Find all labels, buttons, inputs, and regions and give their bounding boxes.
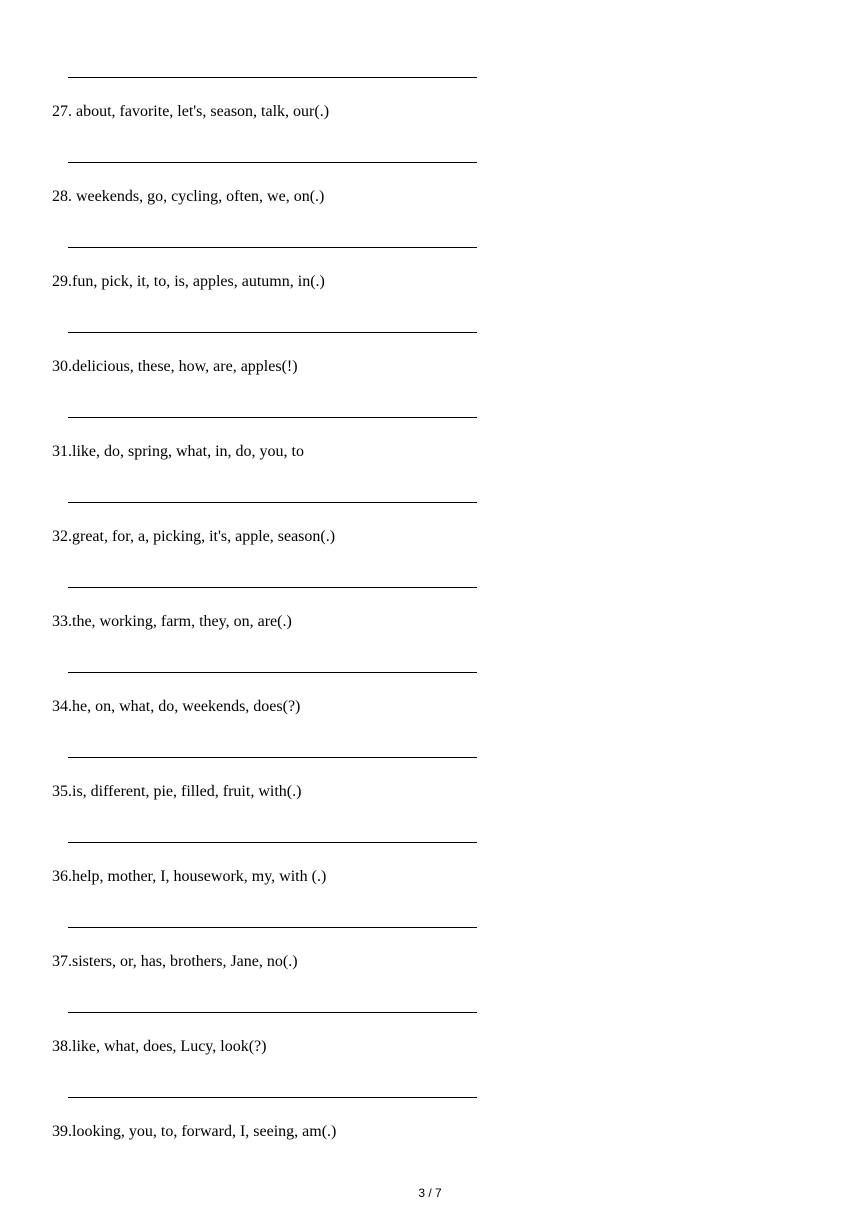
answer-line bbox=[68, 162, 477, 163]
answer-line bbox=[68, 1097, 477, 1098]
question-32: 32.great, for, a, picking, it's, apple, season(.) bbox=[52, 528, 336, 545]
question-34: 34.he, on, what, do, weekends, does(?) bbox=[52, 698, 301, 715]
answer-line bbox=[68, 672, 477, 673]
question-35: 35.is, different, pie, filled, fruit, with(.) bbox=[52, 783, 302, 800]
question-36: 36.help, mother, I, housework, my, with (.) bbox=[52, 868, 327, 885]
question-38: 38.like, what, does, Lucy, look(?) bbox=[52, 1038, 267, 1055]
answer-line bbox=[68, 77, 477, 78]
answer-line bbox=[68, 502, 477, 503]
question-28: 28. weekends, go, cycling, often, we, on(.) bbox=[52, 188, 325, 205]
question-30: 30.delicious, these, how, are, apples(!) bbox=[52, 358, 298, 375]
question-37: 37.sisters, or, has, brothers, Jane, no(.) bbox=[52, 953, 298, 970]
answer-line bbox=[68, 1012, 477, 1013]
answer-line bbox=[68, 417, 477, 418]
question-27: 27. about, favorite, let's, season, talk, our(.) bbox=[52, 103, 330, 120]
answer-line bbox=[68, 332, 477, 333]
question-33: 33.the, working, farm, they, on, are(.) bbox=[52, 613, 292, 630]
answer-line bbox=[68, 927, 477, 928]
answer-line bbox=[68, 757, 477, 758]
answer-line bbox=[68, 842, 477, 843]
page-number: 3 / 7 bbox=[418, 1186, 442, 1200]
answer-line bbox=[68, 247, 477, 248]
answer-line bbox=[68, 587, 477, 588]
question-39: 39.looking, you, to, forward, I, seeing, am(.) bbox=[52, 1123, 337, 1140]
question-31: 31.like, do, spring, what, in, do, you, to bbox=[52, 443, 304, 460]
question-29: 29.fun, pick, it, to, is, apples, autumn, in(.) bbox=[52, 273, 325, 290]
